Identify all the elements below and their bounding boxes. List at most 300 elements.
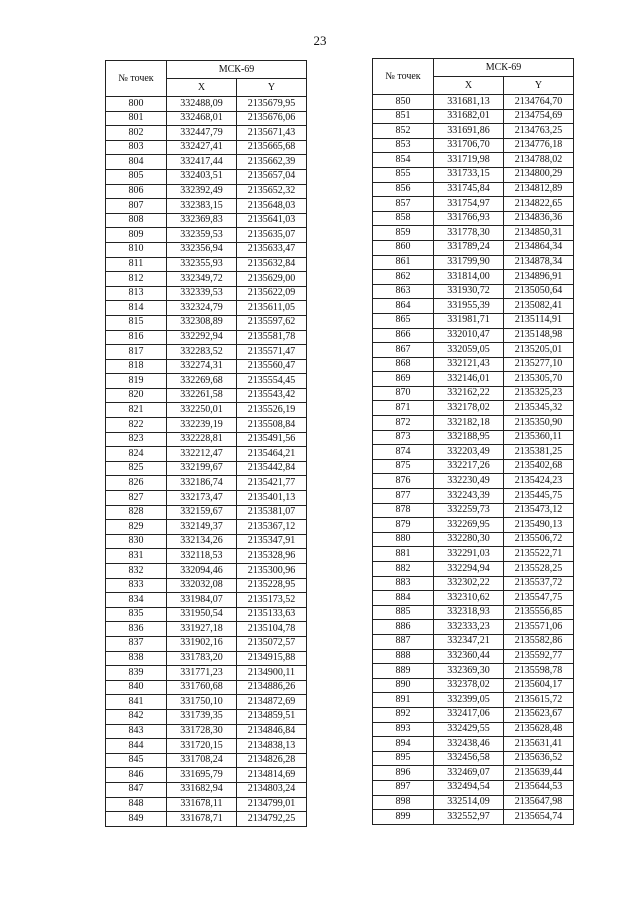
x-coordinate-cell: 332269,95 — [434, 518, 504, 533]
y-coordinate-cell: 2134836,36 — [504, 211, 574, 226]
table-row — [106, 126, 307, 141]
table-row — [106, 374, 307, 389]
y-coordinate-cell: 2135114,91 — [504, 313, 574, 328]
table-row — [106, 607, 307, 622]
x-coordinate-cell: 331682,01 — [434, 109, 504, 124]
table-row — [373, 124, 574, 139]
table-row — [373, 591, 574, 606]
table-row — [373, 197, 574, 212]
table-row — [106, 140, 307, 155]
x-coordinate-cell: 332239,19 — [167, 418, 237, 433]
x-coordinate-cell: 331766,93 — [434, 211, 504, 226]
point-number-cell: 809 — [106, 228, 167, 243]
y-coordinate-cell: 2134896,91 — [504, 270, 574, 285]
y-coordinate-cell: 2135506,72 — [504, 532, 574, 547]
x-coordinate-cell: 331902,16 — [167, 636, 237, 651]
point-number-cell: 816 — [106, 330, 167, 345]
x-coordinate-cell: 332468,01 — [167, 111, 237, 126]
y-coordinate-cell: 2134826,28 — [237, 753, 307, 768]
table-row — [106, 753, 307, 768]
table-row — [373, 153, 574, 168]
y-coordinate-cell: 2135560,47 — [237, 359, 307, 374]
point-number-cell: 865 — [373, 313, 434, 328]
x-coordinate-cell: 332469,07 — [434, 766, 504, 781]
x-coordinate-cell: 331950,54 — [167, 607, 237, 622]
x-coordinate-cell: 331739,35 — [167, 709, 237, 724]
table-row — [106, 768, 307, 783]
y-coordinate-cell: 2135554,45 — [237, 374, 307, 389]
point-number-cell: 877 — [373, 489, 434, 504]
point-number-header: № точек — [373, 59, 434, 95]
table-row — [106, 812, 307, 827]
point-number-cell: 806 — [106, 184, 167, 199]
point-number-cell: 853 — [373, 138, 434, 153]
table-row — [373, 357, 574, 372]
x-coordinate-cell: 332417,06 — [434, 707, 504, 722]
table-row — [373, 343, 574, 358]
y-coordinate-cell: 2135277,10 — [504, 357, 574, 372]
y-coordinate-cell: 2135632,84 — [237, 257, 307, 272]
point-number-cell: 872 — [373, 416, 434, 431]
x-column-header: X — [434, 77, 504, 95]
point-number-cell: 836 — [106, 622, 167, 637]
x-coordinate-cell: 332349,72 — [167, 272, 237, 287]
table-row — [373, 182, 574, 197]
y-coordinate-cell: 2135421,77 — [237, 476, 307, 491]
y-coordinate-cell: 2134846,84 — [237, 724, 307, 739]
y-coordinate-cell: 2135611,05 — [237, 301, 307, 316]
y-coordinate-cell: 2135547,75 — [504, 591, 574, 606]
y-coordinate-cell: 2135528,25 — [504, 562, 574, 577]
table-row — [373, 576, 574, 591]
x-coordinate-cell: 332291,03 — [434, 547, 504, 562]
x-coordinate-cell: 332250,01 — [167, 403, 237, 418]
table-row — [373, 474, 574, 489]
x-coordinate-cell: 332212,47 — [167, 447, 237, 462]
y-coordinate-cell: 2135671,43 — [237, 126, 307, 141]
x-coordinate-cell: 332294,94 — [434, 562, 504, 577]
point-number-cell: 886 — [373, 620, 434, 635]
y-coordinate-cell: 2134878,34 — [504, 255, 574, 270]
table-row — [373, 284, 574, 299]
y-coordinate-cell: 2134800,29 — [504, 167, 574, 182]
point-number-cell: 824 — [106, 447, 167, 462]
x-coordinate-cell: 331733,15 — [434, 167, 504, 182]
y-coordinate-cell: 2135464,21 — [237, 447, 307, 462]
y-coordinate-cell: 2135345,32 — [504, 401, 574, 416]
x-coordinate-cell: 331955,39 — [434, 299, 504, 314]
x-coordinate-cell: 332360,44 — [434, 649, 504, 664]
point-number-cell: 830 — [106, 534, 167, 549]
y-coordinate-cell: 2135647,98 — [504, 795, 574, 810]
point-number-cell: 820 — [106, 388, 167, 403]
point-number-cell: 884 — [373, 591, 434, 606]
x-coordinate-cell: 332228,81 — [167, 432, 237, 447]
table-row — [106, 680, 307, 695]
y-coordinate-cell: 2135360,11 — [504, 430, 574, 445]
x-coordinate-cell: 332261,58 — [167, 388, 237, 403]
x-coordinate-cell: 332134,26 — [167, 534, 237, 549]
x-coordinate-cell: 331789,24 — [434, 240, 504, 255]
table-row — [373, 795, 574, 810]
x-coordinate-cell: 332032,08 — [167, 578, 237, 593]
point-number-cell: 832 — [106, 564, 167, 579]
x-coordinate-cell: 332186,74 — [167, 476, 237, 491]
point-number-cell: 890 — [373, 678, 434, 693]
point-number-cell: 867 — [373, 343, 434, 358]
y-coordinate-cell: 2135445,75 — [504, 489, 574, 504]
point-number-cell: 818 — [106, 359, 167, 374]
point-number-cell: 859 — [373, 226, 434, 241]
table-row — [106, 695, 307, 710]
x-coordinate-cell: 332347,21 — [434, 634, 504, 649]
table-row — [106, 199, 307, 214]
x-coordinate-cell: 331927,18 — [167, 622, 237, 637]
point-number-cell: 825 — [106, 461, 167, 476]
point-number-cell: 834 — [106, 593, 167, 608]
point-number-cell: 864 — [373, 299, 434, 314]
x-coordinate-cell: 332203,49 — [434, 445, 504, 460]
x-coordinate-cell: 331814,00 — [434, 270, 504, 285]
point-number-cell: 876 — [373, 474, 434, 489]
y-coordinate-cell: 2134764,70 — [504, 95, 574, 110]
y-coordinate-cell: 2135597,62 — [237, 315, 307, 330]
x-coordinate-cell: 332369,83 — [167, 213, 237, 228]
x-coordinate-cell: 331706,70 — [434, 138, 504, 153]
point-number-cell: 817 — [106, 345, 167, 360]
y-coordinate-cell: 2135367,12 — [237, 520, 307, 535]
point-number-cell: 891 — [373, 693, 434, 708]
table-row — [373, 138, 574, 153]
y-column-header: Y — [237, 79, 307, 97]
y-coordinate-cell: 2135347,91 — [237, 534, 307, 549]
x-coordinate-cell: 332188,95 — [434, 430, 504, 445]
table-row — [373, 562, 574, 577]
point-number-cell: 873 — [373, 430, 434, 445]
table-row — [106, 476, 307, 491]
x-coordinate-cell: 331981,71 — [434, 313, 504, 328]
y-coordinate-cell: 2135381,25 — [504, 445, 574, 460]
y-coordinate-cell: 2134754,69 — [504, 109, 574, 124]
page-number: 23 — [313, 33, 327, 48]
point-number-cell: 850 — [373, 95, 434, 110]
x-coordinate-cell: 332488,09 — [167, 97, 237, 112]
y-coordinate-cell: 2135628,48 — [504, 722, 574, 737]
point-number-cell: 821 — [106, 403, 167, 418]
point-number-cell: 870 — [373, 386, 434, 401]
y-coordinate-cell: 2135654,74 — [504, 810, 574, 825]
y-coordinate-cell: 2135050,64 — [504, 284, 574, 299]
point-number-cell: 844 — [106, 739, 167, 754]
point-number-cell: 895 — [373, 751, 434, 766]
table-row — [106, 724, 307, 739]
x-coordinate-cell: 332310,62 — [434, 591, 504, 606]
point-number-cell: 848 — [106, 797, 167, 812]
table-row — [373, 299, 574, 314]
point-number-cell: 885 — [373, 605, 434, 620]
x-coordinate-cell: 332159,67 — [167, 505, 237, 520]
table-row — [106, 564, 307, 579]
point-number-cell: 883 — [373, 576, 434, 591]
point-number-cell: 819 — [106, 374, 167, 389]
table-row — [106, 111, 307, 126]
table-row — [106, 782, 307, 797]
table-row — [373, 489, 574, 504]
x-coordinate-cell: 332514,09 — [434, 795, 504, 810]
table-row — [106, 461, 307, 476]
x-coordinate-cell: 332182,18 — [434, 416, 504, 431]
x-coordinate-cell: 331783,20 — [167, 651, 237, 666]
table-row — [373, 401, 574, 416]
point-number-cell: 842 — [106, 709, 167, 724]
x-coordinate-cell: 332292,94 — [167, 330, 237, 345]
point-number-cell: 897 — [373, 780, 434, 795]
table-row — [373, 386, 574, 401]
x-column-header: X — [167, 79, 237, 97]
point-number-cell: 871 — [373, 401, 434, 416]
table-row — [106, 155, 307, 170]
point-number-cell: 847 — [106, 782, 167, 797]
table-row — [373, 678, 574, 693]
y-coordinate-cell: 2135104,78 — [237, 622, 307, 637]
point-number-cell: 805 — [106, 169, 167, 184]
y-coordinate-cell: 2134792,25 — [237, 812, 307, 827]
x-coordinate-cell: 332355,93 — [167, 257, 237, 272]
y-coordinate-cell: 2134814,69 — [237, 768, 307, 783]
point-number-cell: 846 — [106, 768, 167, 783]
point-number-cell: 811 — [106, 257, 167, 272]
table-row — [373, 634, 574, 649]
table-row — [106, 228, 307, 243]
x-coordinate-cell: 331728,30 — [167, 724, 237, 739]
table-row — [106, 797, 307, 812]
y-coordinate-cell: 2135473,12 — [504, 503, 574, 518]
table-row — [106, 447, 307, 462]
x-coordinate-cell: 331681,13 — [434, 95, 504, 110]
table-row — [373, 780, 574, 795]
table-row — [106, 169, 307, 184]
y-coordinate-cell: 2134859,51 — [237, 709, 307, 724]
point-number-cell: 833 — [106, 578, 167, 593]
point-number-cell: 837 — [106, 636, 167, 651]
table-row — [373, 766, 574, 781]
y-coordinate-cell: 2135633,47 — [237, 242, 307, 257]
y-coordinate-cell: 2135676,06 — [237, 111, 307, 126]
table-row — [106, 549, 307, 564]
y-coordinate-cell: 2135402,68 — [504, 459, 574, 474]
table-row — [373, 430, 574, 445]
y-coordinate-cell: 2135300,96 — [237, 564, 307, 579]
y-coordinate-cell: 2135648,03 — [237, 199, 307, 214]
table-row — [106, 301, 307, 316]
point-number-cell: 823 — [106, 432, 167, 447]
y-coordinate-cell: 2134763,25 — [504, 124, 574, 139]
y-coordinate-cell: 2135328,96 — [237, 549, 307, 564]
table-row — [373, 547, 574, 562]
x-coordinate-cell: 332339,53 — [167, 286, 237, 301]
point-number-cell: 860 — [373, 240, 434, 255]
y-coordinate-cell: 2135657,04 — [237, 169, 307, 184]
table-row — [106, 286, 307, 301]
y-coordinate-cell: 2135205,01 — [504, 343, 574, 358]
point-number-cell: 875 — [373, 459, 434, 474]
y-coordinate-cell: 2134838,13 — [237, 739, 307, 754]
y-coordinate-cell: 2135635,07 — [237, 228, 307, 243]
x-coordinate-cell: 331778,30 — [434, 226, 504, 241]
table-row — [106, 578, 307, 593]
table-row — [106, 418, 307, 433]
x-coordinate-cell: 332274,31 — [167, 359, 237, 374]
y-coordinate-cell: 2135424,23 — [504, 474, 574, 489]
y-coordinate-cell: 2135543,42 — [237, 388, 307, 403]
y-coordinate-cell: 2135652,32 — [237, 184, 307, 199]
point-number-cell: 892 — [373, 707, 434, 722]
x-coordinate-cell: 332429,55 — [434, 722, 504, 737]
point-number-cell: 858 — [373, 211, 434, 226]
table-row — [373, 313, 574, 328]
x-coordinate-cell: 332318,93 — [434, 605, 504, 620]
y-coordinate-cell: 2134915,88 — [237, 651, 307, 666]
table-row — [106, 622, 307, 637]
x-coordinate-cell: 332217,26 — [434, 459, 504, 474]
table-row — [373, 532, 574, 547]
table-row — [373, 459, 574, 474]
point-number-cell: 835 — [106, 607, 167, 622]
point-number-header: № точек — [106, 61, 167, 97]
table-row — [106, 534, 307, 549]
y-coordinate-cell: 2135639,44 — [504, 766, 574, 781]
x-coordinate-cell: 332333,23 — [434, 620, 504, 635]
y-coordinate-cell: 2135537,72 — [504, 576, 574, 591]
table-row — [106, 666, 307, 681]
point-number-cell: 845 — [106, 753, 167, 768]
point-number-cell: 815 — [106, 315, 167, 330]
table-row — [106, 213, 307, 228]
x-coordinate-cell: 331719,98 — [434, 153, 504, 168]
point-number-cell: 828 — [106, 505, 167, 520]
x-coordinate-cell: 332121,43 — [434, 357, 504, 372]
point-number-cell: 804 — [106, 155, 167, 170]
x-coordinate-cell: 332403,51 — [167, 169, 237, 184]
x-coordinate-cell: 332118,53 — [167, 549, 237, 564]
y-coordinate-cell: 2134812,89 — [504, 182, 574, 197]
point-number-cell: 880 — [373, 532, 434, 547]
y-coordinate-cell: 2135615,72 — [504, 693, 574, 708]
y-coordinate-cell: 2135072,57 — [237, 636, 307, 651]
table-row — [373, 445, 574, 460]
x-coordinate-cell: 332552,97 — [434, 810, 504, 825]
x-coordinate-cell: 332383,15 — [167, 199, 237, 214]
x-coordinate-cell: 331930,72 — [434, 284, 504, 299]
point-number-cell: 894 — [373, 737, 434, 752]
table-row — [373, 620, 574, 635]
y-coordinate-cell: 2135305,70 — [504, 372, 574, 387]
table-row — [373, 751, 574, 766]
point-number-cell: 888 — [373, 649, 434, 664]
y-coordinate-cell: 2135644,53 — [504, 780, 574, 795]
x-coordinate-cell: 331799,90 — [434, 255, 504, 270]
table-row — [373, 211, 574, 226]
x-coordinate-cell: 332378,02 — [434, 678, 504, 693]
x-coordinate-cell: 332283,52 — [167, 345, 237, 360]
y-coordinate-cell: 2135350,90 — [504, 416, 574, 431]
point-number-cell: 810 — [106, 242, 167, 257]
x-coordinate-cell: 332324,79 — [167, 301, 237, 316]
x-coordinate-cell: 332280,30 — [434, 532, 504, 547]
x-coordinate-cell: 332010,47 — [434, 328, 504, 343]
table-row — [373, 255, 574, 270]
x-coordinate-cell: 331678,71 — [167, 812, 237, 827]
y-coordinate-cell: 2135598,78 — [504, 664, 574, 679]
y-coordinate-cell: 2135604,17 — [504, 678, 574, 693]
x-coordinate-cell: 332456,58 — [434, 751, 504, 766]
x-coordinate-cell: 331708,24 — [167, 753, 237, 768]
point-number-cell: 889 — [373, 664, 434, 679]
table-row — [373, 518, 574, 533]
table-row — [106, 651, 307, 666]
x-coordinate-cell: 332199,67 — [167, 461, 237, 476]
table-row — [106, 739, 307, 754]
point-number-cell: 898 — [373, 795, 434, 810]
point-number-cell: 807 — [106, 199, 167, 214]
point-number-cell: 801 — [106, 111, 167, 126]
table-row — [106, 491, 307, 506]
x-coordinate-cell: 331750,10 — [167, 695, 237, 710]
table-row — [373, 416, 574, 431]
x-coordinate-cell: 332173,47 — [167, 491, 237, 506]
point-number-cell: 839 — [106, 666, 167, 681]
point-number-cell: 862 — [373, 270, 434, 285]
y-coordinate-cell: 2135526,19 — [237, 403, 307, 418]
point-number-cell: 843 — [106, 724, 167, 739]
x-coordinate-cell: 331754,97 — [434, 197, 504, 212]
y-coordinate-cell: 2134872,69 — [237, 695, 307, 710]
y-coordinate-cell: 2135148,98 — [504, 328, 574, 343]
x-coordinate-cell: 332162,22 — [434, 386, 504, 401]
table-row — [373, 605, 574, 620]
table-row — [106, 345, 307, 360]
point-number-cell: 814 — [106, 301, 167, 316]
point-number-cell: 813 — [106, 286, 167, 301]
y-coordinate-cell: 2135623,67 — [504, 707, 574, 722]
table-row — [106, 520, 307, 535]
point-number-cell: 826 — [106, 476, 167, 491]
table-row — [373, 270, 574, 285]
y-coordinate-cell: 2135228,95 — [237, 578, 307, 593]
table-row — [373, 240, 574, 255]
y-coordinate-cell: 2135665,68 — [237, 140, 307, 155]
x-coordinate-cell: 332438,46 — [434, 737, 504, 752]
table-row — [373, 328, 574, 343]
y-coordinate-cell: 2135622,09 — [237, 286, 307, 301]
point-number-cell: 812 — [106, 272, 167, 287]
y-coordinate-cell: 2135556,85 — [504, 605, 574, 620]
point-number-cell: 874 — [373, 445, 434, 460]
coordinate-system-header: МСК-69 — [167, 61, 307, 79]
x-coordinate-cell: 331745,84 — [434, 182, 504, 197]
table-row — [373, 707, 574, 722]
table-row — [106, 315, 307, 330]
y-coordinate-cell: 2134886,26 — [237, 680, 307, 695]
x-coordinate-cell: 332094,46 — [167, 564, 237, 579]
x-coordinate-cell: 332259,73 — [434, 503, 504, 518]
y-coordinate-cell: 2135490,13 — [504, 518, 574, 533]
table-row — [106, 505, 307, 520]
point-number-cell: 869 — [373, 372, 434, 387]
point-number-cell: 893 — [373, 722, 434, 737]
point-number-cell: 831 — [106, 549, 167, 564]
x-coordinate-cell: 331678,11 — [167, 797, 237, 812]
